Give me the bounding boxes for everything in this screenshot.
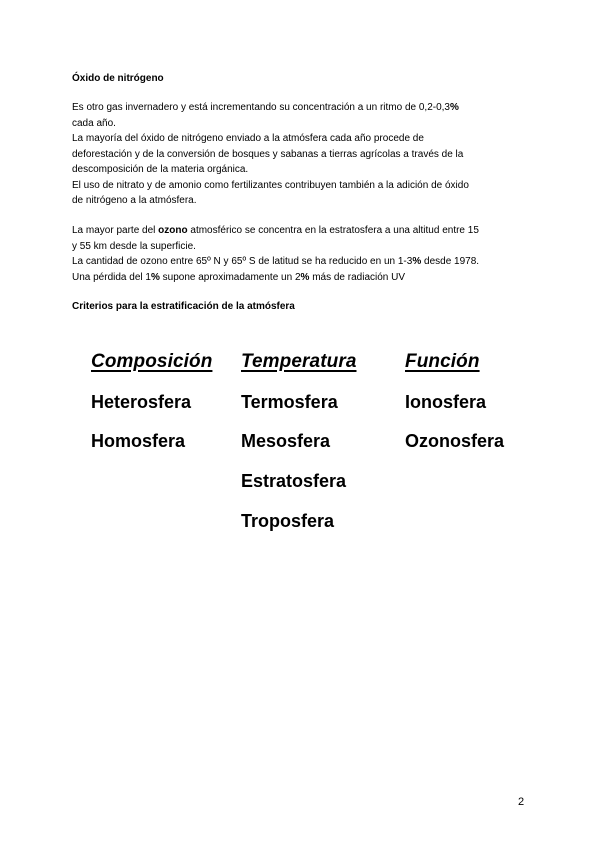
paragraph-line (72, 270, 532, 286)
paragraph-nitrous-oxide (72, 100, 532, 209)
paragraph-line: deforestación y de la conversión de bosques y sabanas a tierras agrícolas a través de la (72, 148, 464, 160)
header-function: Función (405, 351, 480, 372)
text-run-bold: % (450, 102, 459, 113)
paragraph-line: de nitrógeno a la atmósfera. (72, 195, 197, 206)
function-cell: Ionosfera (405, 392, 487, 412)
paragraph-line: y 55 km desde la superficie. (72, 240, 196, 252)
paragraph-ozone (72, 223, 532, 285)
composition-cell: Homosfera (91, 431, 186, 451)
text-run: La mayor parte del (72, 225, 159, 236)
text-run: La cantidad de ozono entre 65º N y 65º S de latitud se ha reducido en un 1-3 (72, 256, 413, 267)
temperature-cell: Estratosfera (241, 471, 347, 491)
text-run-bold: % (300, 271, 310, 283)
paragraph-line (72, 223, 532, 239)
text-run-bold: ozono (158, 225, 188, 236)
subtitle-stratification: Criterios para la estratificación de la atmósfera (72, 301, 295, 312)
text-run: desde 1978. (421, 256, 480, 267)
section-title: Óxido de nitrógeno (72, 73, 164, 84)
text-run: atmosférico se concentra en la estratosfera a una altitud entre 15 (187, 225, 479, 236)
paragraph-line (72, 100, 532, 116)
text-run-bold: % (150, 271, 160, 283)
paragraph-line: descomposición de la materia orgánica. (72, 164, 249, 175)
text-run: supone aproximadamente un 2 (159, 271, 301, 283)
paragraph-line: La mayoría del óxido de nitrógeno enviado a la atmósfera cada año procede de (72, 133, 424, 144)
temperature-cell: Mesosfera (241, 431, 331, 451)
page-number: 2 (518, 796, 525, 808)
text-run: Una pérdida del 1 (72, 271, 151, 283)
header-composition: Composición (91, 351, 213, 372)
text-run-bold: % (412, 256, 422, 267)
text-run: más de radiación UV (309, 271, 406, 283)
temperature-cell: Troposfera (241, 511, 335, 531)
text-run: Es otro gas invernadero y está incrementando su concentración a un ritmo de 0,2-0,3 (72, 102, 450, 113)
paragraph-line (72, 254, 532, 270)
paragraph-line: El uso de nitrato y de amonio como fertilizantes contribuyen también a la adición de óxido (72, 179, 469, 191)
header-temperature: Temperatura (241, 351, 357, 372)
temperature-cell: Termosfera (241, 392, 338, 412)
composition-cell: Heterosfera (91, 392, 192, 412)
paragraph-line: cada año. (72, 117, 116, 129)
function-cell: Ozonosfera (405, 431, 505, 451)
